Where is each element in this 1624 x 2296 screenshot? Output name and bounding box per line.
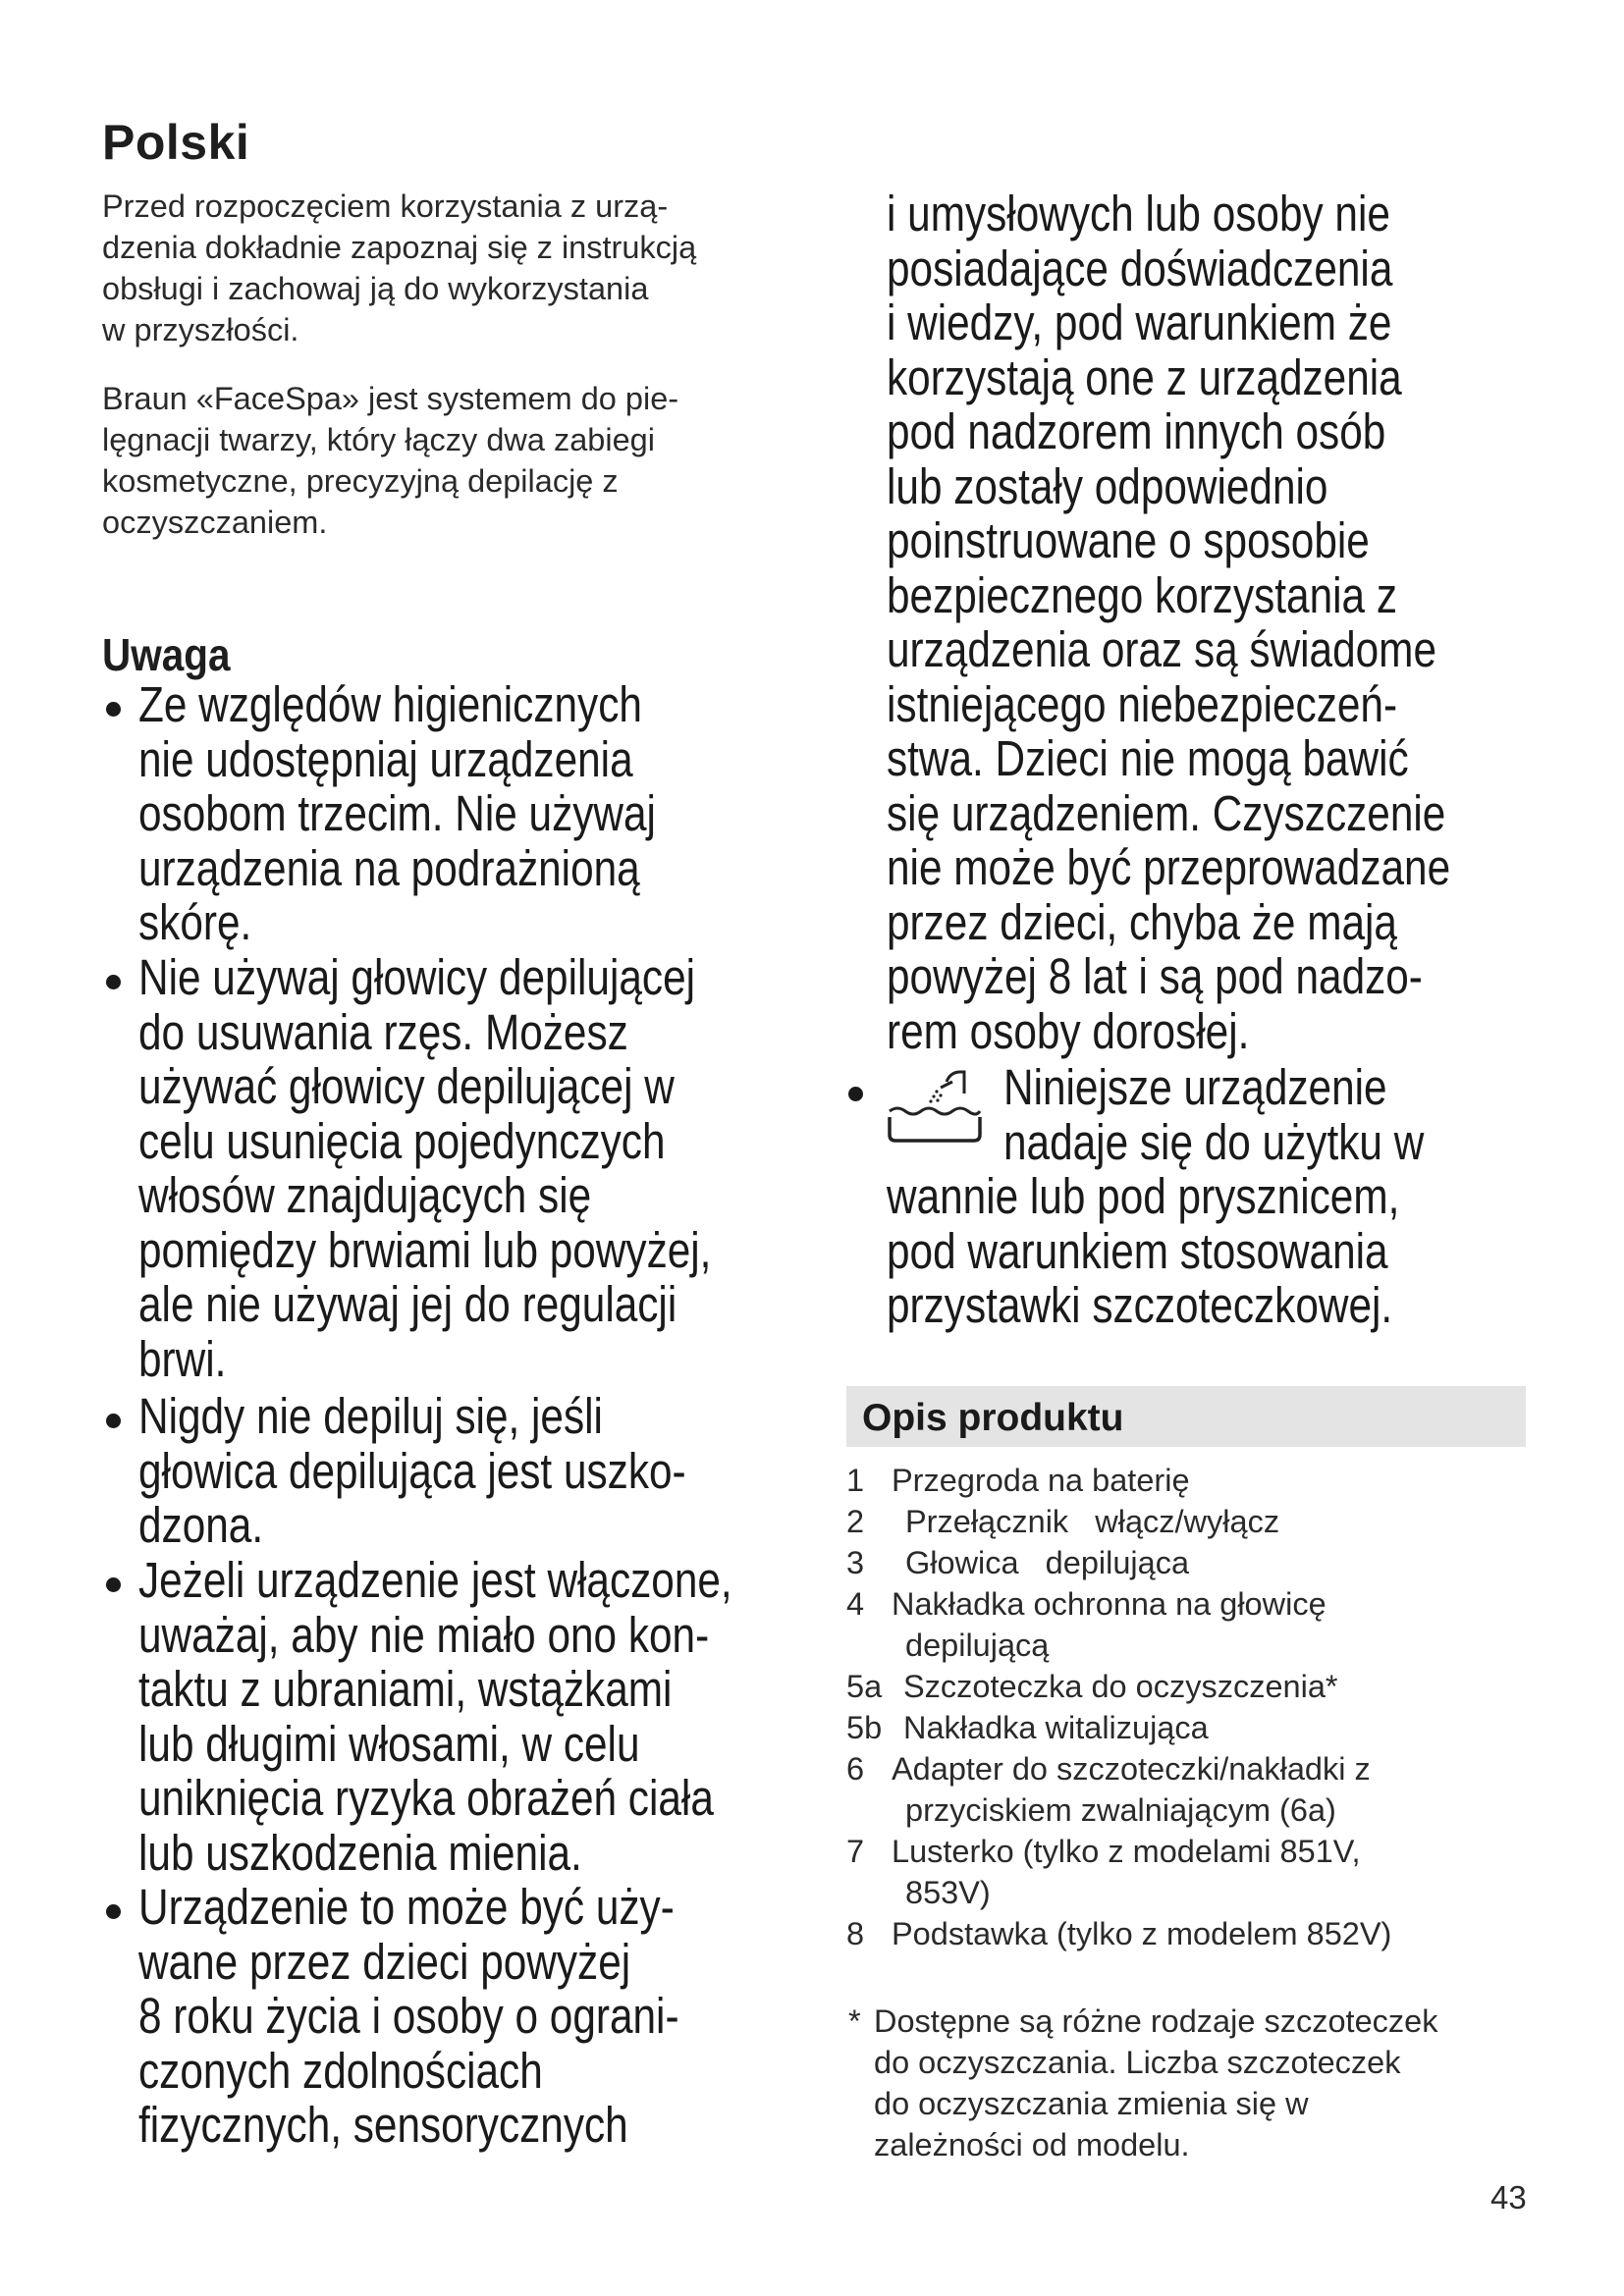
bullet-dot-icon (106, 1904, 121, 1919)
bullet-dot-icon (106, 1414, 121, 1428)
item-number: 5b (846, 1710, 883, 1745)
item-text-continued: przyciskiem zwalniającym (6a) (905, 1792, 1336, 1828)
text-line: nadaje się do użytku w (1003, 1113, 1425, 1170)
text-line: nie może być przeprowadzane (887, 839, 1451, 895)
list-item (846, 1583, 1553, 1666)
warning-bullet-bath (844, 1060, 1591, 1355)
list-item (846, 1666, 1553, 1707)
section-title: Opis produktu (862, 1397, 1124, 1439)
text-line: Braun «FaceSpa» jest systemem do pie- (102, 381, 679, 416)
item-number: 8 (846, 1916, 865, 1951)
text-line: głowica depilująca jest uszko- (138, 1442, 686, 1499)
text-line: powyżej 8 lat i są pod nadzo- (887, 948, 1423, 1004)
bullet-text (138, 1389, 686, 1553)
list-item (846, 1542, 1553, 1583)
text-line: poinstruowane o sposobie (887, 512, 1370, 568)
product-description-header (846, 1386, 1526, 1447)
item-text-continued: depilującą (905, 1628, 1050, 1663)
text-line: przez dzieci, chyba że mają (887, 893, 1397, 950)
parts-list (846, 1460, 1553, 1954)
text-line: pod warunkiem stosowania (887, 1222, 1388, 1279)
item-text: Głowica depilująca (905, 1545, 1190, 1580)
text-line: urządzenia oraz są świadome (887, 621, 1436, 677)
text-line: lęgnacji twarzy, który łączy dwa zabiegi (102, 422, 655, 457)
text-line: nie udostępniaj urządzenia (138, 730, 633, 787)
text-line: w przyszłości. (102, 312, 299, 347)
item-text: Adapter do szczoteczki/nakładki z (892, 1751, 1371, 1787)
text-line: czonych zdolnościach (138, 2042, 543, 2099)
text-line: 8 roku życia i osoby o ograni- (138, 1988, 679, 2044)
page-title: Polski (102, 115, 250, 170)
item-text: Przegroda na baterię (892, 1463, 1190, 1498)
text-line: przystawki szczoteczkowej. (887, 1277, 1393, 1333)
text-line: pod nadzorem innych osób (887, 403, 1386, 459)
bullet-dot-icon (848, 1087, 863, 1101)
text-line: Niniejsze urządzenie (1003, 1059, 1387, 1115)
text-line: wannie lub pod prysznicem, (887, 1168, 1400, 1224)
item-text: Podstawka (tylko z modelem 852V) (892, 1916, 1392, 1951)
text-line: do oczyszczania zmienia się w (874, 2086, 1309, 2121)
bullet-text (138, 677, 656, 950)
bullet-dot-icon (106, 1577, 121, 1592)
bath-shower-icon (886, 1068, 984, 1147)
text-line: osobom trzecim. Nie używaj (138, 785, 656, 841)
text-line: Ze względów higienicznych (138, 676, 642, 732)
item-text: Lusterko (tylko z modelami 851V, (892, 1834, 1361, 1869)
text-line: Nie używaj głowicy depilującej (138, 949, 696, 1005)
text-line: do usuwania rzęs. Możesz (138, 1003, 628, 1060)
item-number: 1 (846, 1463, 865, 1498)
intro-paragraph-1 (102, 186, 809, 350)
text-line: istniejącego niebezpieczeń- (887, 675, 1398, 732)
text-line: kosmetyczne, precyzyjną depilację z (102, 463, 619, 499)
text-line: uważaj, aby nie miało ono kon- (138, 1606, 710, 1663)
text-line: Przed rozpoczęciem korzystania z urzą- (102, 188, 669, 224)
text-line: się urządzeniem. Czyszczenie (887, 784, 1446, 841)
text-line: Urządzenie to może być uży- (138, 1879, 675, 1935)
item-text: Nakładka ochronna na głowicę (892, 1586, 1326, 1622)
text-line: Dostępne są różne rodzaje szczoteczek (874, 2003, 1438, 2039)
text-line: lub zostały odpowiednio (887, 457, 1328, 514)
item-text: Przełącznik włącz/wyłącz (905, 1504, 1280, 1539)
warning-bullet-children-continued (887, 187, 1450, 1058)
footnote (846, 2001, 1553, 2165)
bullet-dot-icon (106, 975, 121, 989)
list-item (846, 1913, 1553, 1954)
bullet-text (887, 1169, 1399, 1333)
item-number: 4 (846, 1586, 865, 1622)
text-line: włosów znajdujących się (138, 1167, 592, 1223)
text-line: lub długimi włosami, w celu (138, 1715, 640, 1772)
text-line: wane przez dzieci powyżej (138, 1933, 631, 1990)
list-item (846, 1748, 1553, 1831)
item-text-continued: 853V) (905, 1875, 991, 1910)
bullet-text-beside-icon (1003, 1060, 1424, 1169)
text-line: korzystają one z urządzenia (887, 348, 1402, 405)
item-text: Nakładka witalizująca (903, 1710, 1209, 1745)
text-line: dzenia dokładnie zapoznaj się z instrukcją (102, 230, 697, 265)
text-line: do oczyszczania. Liczba szczoteczek (874, 2045, 1401, 2080)
text-line: urządzenia na podrażnioną (138, 839, 640, 896)
bullet-text (138, 950, 711, 1386)
list-item (846, 1707, 1553, 1748)
text-line: skórę. (138, 894, 252, 950)
text-line: pomiędzy brwiami lub powyżej, (138, 1221, 712, 1278)
intro-paragraph-2 (102, 378, 809, 543)
text-line: i wiedzy, pod warunkiem że (887, 294, 1392, 350)
text-line: Jeżeli urządzenie jest włączone, (138, 1552, 732, 1608)
text-line: bezpiecznego korzystania z (887, 566, 1398, 623)
text-line: uniknięcia ryzyka obrażeń ciała (138, 1770, 714, 1826)
text-line: używać głowicy depilującej w (138, 1058, 675, 1114)
text-line: zależności od modelu. (874, 2127, 1190, 2163)
text-line: stwa. Dzieci nie mogą bawić (887, 730, 1409, 786)
item-number: 5a (846, 1669, 883, 1704)
text-line: obsługi i zachowaj ją do wykorzystania (102, 271, 649, 306)
item-number: 2 (846, 1504, 865, 1539)
text-line: Nigdy nie depiluj się, jeśli (138, 1388, 603, 1444)
text-line: posiadające doświadczenia (887, 240, 1393, 296)
text-line: rem osoby dorosłej. (887, 1002, 1250, 1059)
text-line: lub uszkodzenia mienia. (138, 1824, 582, 1881)
list-item (846, 1501, 1553, 1542)
item-number: 3 (846, 1545, 865, 1580)
bullet-text (138, 1880, 679, 2153)
text-line: fizycznych, sensorycznych (138, 2097, 628, 2153)
text-line: i umysłowych lub osoby nie (887, 186, 1390, 241)
text-line: taktu z ubraniami, wstążkami (138, 1661, 673, 1717)
text-line: brwi. (138, 1330, 227, 1387)
item-number: 7 (846, 1834, 865, 1869)
list-item (846, 1460, 1553, 1501)
item-text: Szczoteczka do oczyszczenia* (903, 1669, 1338, 1704)
text-line: ale nie używaj jej do regulacji (138, 1276, 677, 1332)
text-line: celu usunięcia pojedynczych (138, 1112, 666, 1169)
bullet-dot-icon (106, 702, 121, 717)
warning-title: Uwaga (102, 629, 231, 680)
page-number: 43 (1490, 2179, 1527, 2216)
item-number: 6 (846, 1751, 865, 1787)
bullet-text (138, 1553, 732, 1880)
text-line: dzona. (138, 1497, 264, 1553)
list-item (846, 1831, 1553, 1913)
footnote-marker: * (848, 2003, 861, 2039)
text-line: oczyszczaniem. (102, 505, 328, 540)
